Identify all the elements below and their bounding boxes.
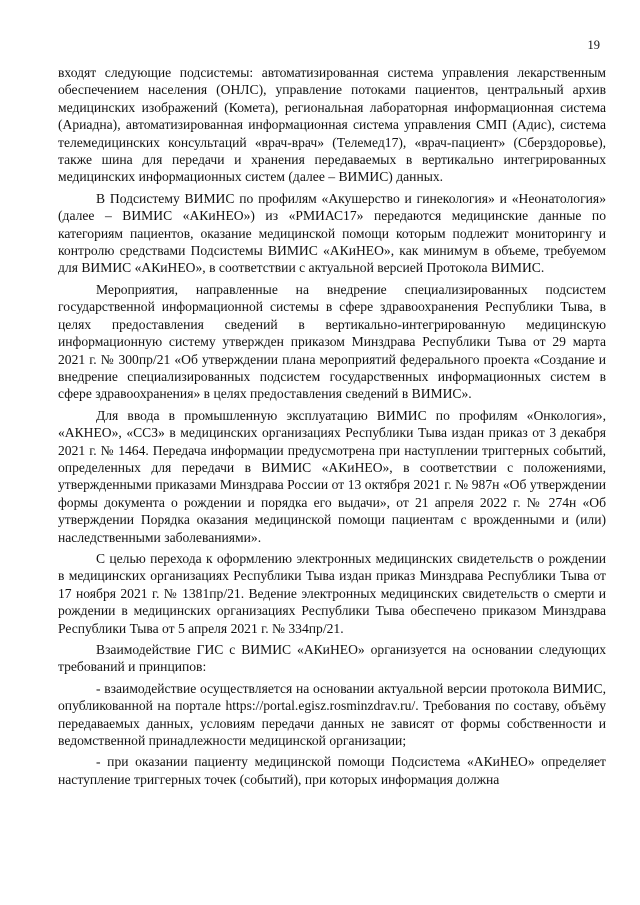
paragraph: В Подсистему ВИМИС по профилям «Акушерство и гинекология» и «Неонатология» (далее – ВИМИС «АКиНЕО») из «РМИАС17» передаются медицинские данные по категориям пациентов, оказание медицинской помощи которым подлежит мониторингу и контролю средствами Подсистемы ВИМИС «АКиНЕО», как минимум в объеме, требуемом для ВИМИС «АКиНЕО», в соответствии с актуальной версией Протокола ВИМИС. [58, 190, 606, 276]
paragraph: Мероприятия, направленные на внедрение специализированных подсистем государственной информационной системы в сфере здравоохранения Республики Тыва, в целях предоставления сведений в вертикально-интегрированную медицинскую информационную систему утвержден приказом Минздрава Республики Тыва от 29 марта 2021 г. № 300пр/21 «Об утверждении плана мероприятий федерального проекта «Создание и внедрение специализированных подсистем государственных информационных систем в сфере здравоохранения» в целях предоставления сведений в ВИМИС». [58, 281, 606, 402]
paragraph: входят следующие подсистемы: автоматизированная система управления лекарственным обеспечением населения (ОНЛС), управление потоками пациентов, центральный архив медицинских изображений (Комета), региональная лабораторная информационная система (Ариадна), автоматизированная информационная система управления СМП (Адис), система телемедицинских консультаций «врач-врач» (Телемед17), «врач-пациент» (Сберздоровье), также шина для передачи и хранения передаваемых в вертикально интегрированных медицинских информационных систем (далее – ВИМИС) данных. [58, 65, 606, 185]
document-body [58, 64, 606, 792]
page-number: 19 [587, 38, 600, 52]
paragraph: С целью перехода к оформлению электронных медицинских свидетельств о рождении в медицинских организациях Республики Тыва издан приказ Минздрава Республики Тыва от 17 ноября 2021 г. № 1381пр/21. Ведение электронных медицинских свидетельств о смерти и рождении в медицинских организациях Республики Тыва обеспечено приказом Минздрава Республики Тыва от 5 апреля 2021 г. № 334пр/21. [58, 550, 606, 636]
paragraph: Для ввода в промышленную эксплуатацию ВИМИС по профилям «Онкология», «АКНЕО», «ССЗ» в медицинских организациях Республики Тыва издан приказ от 3 декабря 2021 г. № 1464. Передача информации предусмотрена при наступлении триггерных событий, определенных для передачи в ВИМИС «АКиНЕО», в соответствии с положениями, утвержденными приказами Минздрава России от 13 октября 2021 г. № 987н «Об утверждении формы документа о рождении и порядка его выдачи», от 21 апреля 2022 г. № 274н «Об утверждении Порядка оказания медицинской помощи пациентам с врожденными и (или) наследственными заболеваниями». [58, 407, 606, 545]
paragraph: Взаимодействие ГИС с ВИМИС «АКиНЕО» организуется на основании следующих требований и принципов: [58, 642, 606, 675]
list-item: - при оказании пациенту медицинской помощи Подсистема «АКиНЕО» определяет наступление триггерных точек (событий), при которых информация должна [58, 754, 606, 787]
list-item: - взаимодействие осуществляется на основании актуальной версии протокола ВИМИС, опубликованной на портале https://portal.egisz.rosminzdrav.ru/. Требования по составу, объёму передаваемых данных, условиям передачи данных не зависят от формы собственности и ведомственной принадлежности медицинской организации; [58, 680, 606, 749]
